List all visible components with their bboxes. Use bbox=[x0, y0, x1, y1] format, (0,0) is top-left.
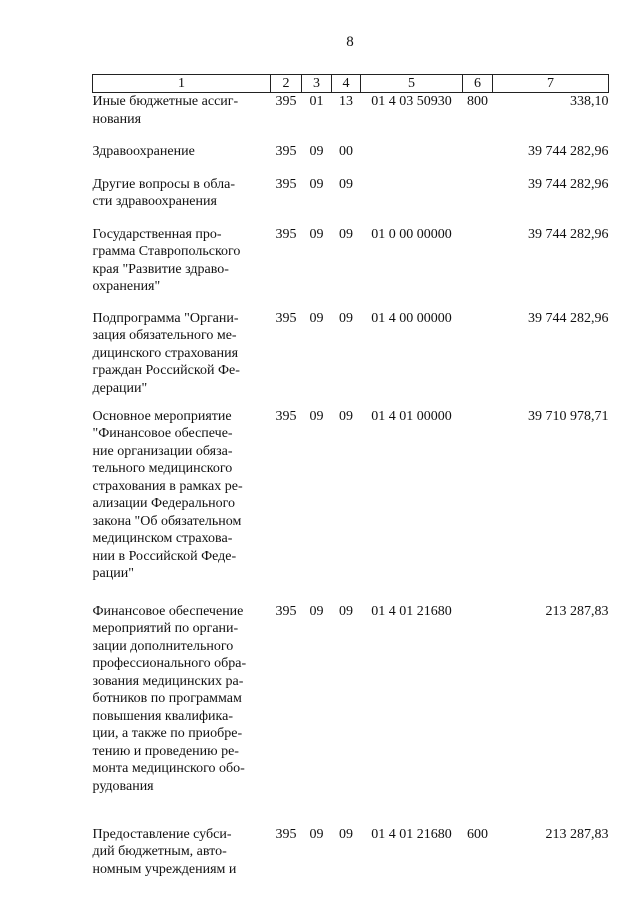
budget-table bbox=[92, 74, 609, 886]
row-gov-code: 395 bbox=[275, 94, 297, 109]
row-sum: 39 744 282,96 bbox=[528, 176, 609, 192]
row-name: Другие вопросы в обла- сти здравоохранения bbox=[92, 176, 236, 209]
row-section: 09 bbox=[309, 143, 324, 159]
row-sum: 39 744 282,96 bbox=[528, 143, 609, 159]
col-header-section: 3 bbox=[302, 75, 332, 93]
row-sum: 338,10 bbox=[570, 94, 609, 109]
row-target-code: 01 0 00 00000 bbox=[371, 226, 452, 242]
page-number: 8 bbox=[346, 34, 354, 50]
row-target-code: 01 4 01 21680 bbox=[371, 826, 452, 842]
row-name: Государственная про- грамма Ставропольского края "Развитие здраво- охранения" bbox=[92, 226, 241, 294]
row-subsection: 09 bbox=[339, 226, 353, 242]
row-gov-code: 395 bbox=[275, 226, 297, 242]
row-expense-type bbox=[463, 226, 493, 310]
row-target-code: 01 4 01 21680 bbox=[371, 603, 452, 619]
row-sum: 39 710 978,71 bbox=[528, 408, 609, 424]
table-row bbox=[93, 603, 609, 826]
table-row bbox=[93, 176, 609, 226]
row-subsection: 09 bbox=[339, 176, 353, 192]
row-name: Основное мероприятие "Финансовое обеспече- ние организации обяза- тельного медицинского страхования в рамках ре- ализации Федерального закона "Об обязательном медицинском страхова- нии в Российской Феде- рации" bbox=[92, 408, 243, 581]
row-name: Финансовое обеспечение мероприятий по органи- зации дополнительного профессионального обра- зования медицинских ра- ботников по программам повышения квалифика- ции, а также по приобре- тению и проведению ре- монта медицинского обо- рудования bbox=[92, 603, 247, 794]
row-target-code bbox=[361, 176, 463, 226]
row-target-code: 01 4 01 00000 bbox=[371, 408, 452, 424]
row-subsection: 09 bbox=[339, 310, 353, 326]
table-row bbox=[93, 93, 609, 143]
row-gov-code: 395 bbox=[275, 310, 297, 326]
row-section: 09 bbox=[309, 603, 324, 619]
row-section: 09 bbox=[309, 176, 324, 192]
header-row bbox=[93, 75, 609, 93]
table-row bbox=[93, 143, 609, 176]
row-subsection: 00 bbox=[339, 143, 353, 159]
row-expense-type bbox=[463, 408, 493, 603]
row-expense-type bbox=[463, 310, 493, 408]
col-header-target: 5 bbox=[361, 75, 463, 93]
row-section: 09 bbox=[309, 226, 324, 242]
col-header-sum: 7 bbox=[493, 75, 609, 93]
row-expense-type bbox=[463, 143, 493, 176]
row-sum: 39 744 282,96 bbox=[528, 226, 609, 242]
row-sum: 213 287,83 bbox=[545, 603, 609, 619]
row-name: Предоставление субси- дий бюджетным, авто- номным учреждениям и bbox=[92, 826, 237, 877]
row-subsection: 09 bbox=[339, 408, 353, 424]
row-target-code: 01 4 03 50930 bbox=[371, 94, 452, 109]
table-row bbox=[93, 408, 609, 603]
col-header-gov: 2 bbox=[271, 75, 302, 93]
row-gov-code: 395 bbox=[275, 176, 297, 192]
row-sum: 39 744 282,96 bbox=[528, 310, 609, 326]
row-expense-type bbox=[463, 603, 493, 826]
table-row bbox=[93, 826, 609, 886]
row-subsection: 09 bbox=[339, 826, 353, 842]
row-name: Здравоохранение bbox=[92, 143, 195, 159]
col-header-subsection: 4 bbox=[332, 75, 361, 93]
col-header-name: 1 bbox=[93, 75, 271, 93]
table-row bbox=[93, 310, 609, 408]
row-sum: 213 287,83 bbox=[545, 826, 609, 842]
row-gov-code: 395 bbox=[275, 143, 297, 159]
table-row bbox=[93, 226, 609, 310]
row-expense-type: 800 bbox=[467, 94, 488, 109]
row-gov-code: 395 bbox=[275, 603, 297, 619]
row-name: Подпрограмма "Органи- зация обязательного ме- дицинского страхования граждан Российской Фе- дерации" bbox=[92, 310, 240, 396]
row-target-code: 01 4 00 00000 bbox=[371, 310, 452, 326]
row-expense-type bbox=[463, 176, 493, 226]
row-gov-code: 395 bbox=[275, 826, 297, 842]
row-expense-type: 600 bbox=[467, 826, 488, 842]
row-section: 01 bbox=[309, 94, 324, 109]
row-subsection: 09 bbox=[339, 603, 353, 619]
row-section: 09 bbox=[309, 826, 324, 842]
row-name: Иные бюджетные ассиг- нования bbox=[92, 94, 239, 127]
row-section: 09 bbox=[309, 310, 324, 326]
row-target-code bbox=[361, 143, 463, 176]
row-gov-code: 395 bbox=[275, 408, 297, 424]
row-section: 09 bbox=[309, 408, 324, 424]
row-subsection: 13 bbox=[339, 94, 353, 109]
col-header-expense: 6 bbox=[463, 75, 493, 93]
